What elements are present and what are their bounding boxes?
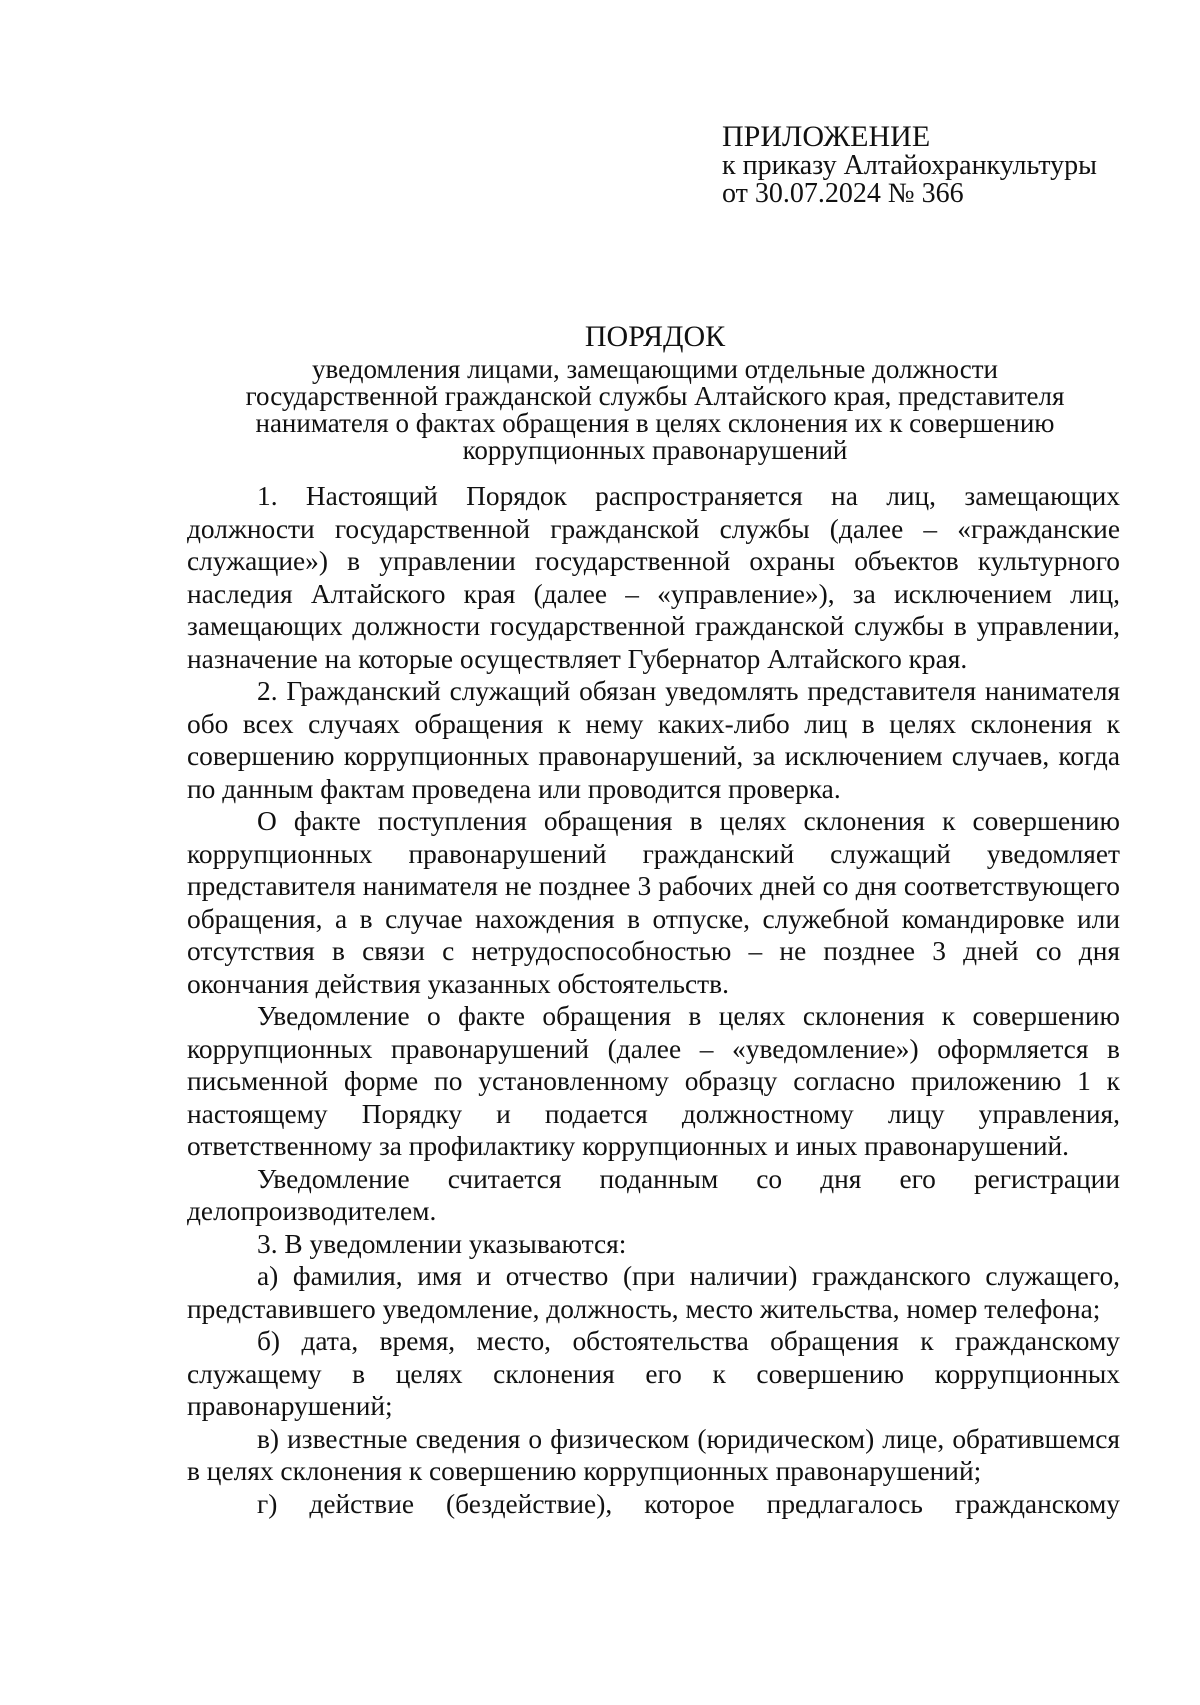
paragraph-10: г) действие (бездействие), которое предлагалось гражданскому — [257, 1488, 1120, 1519]
annex-title: ПРИЛОЖЕНИЕ — [722, 120, 931, 153]
document-subtitle-line-1: уведомления лицами, замещающими отдельные должности — [312, 354, 998, 384]
document-subtitle-line-4: коррупционных правонарушений — [462, 435, 848, 465]
paragraph-3: О факте поступления обращения в целях склонения к совершению коррупционных правонарушений гражданский служащий уведомляет представителя нанимателя не позднее 3 рабочих дней со дня соответствующего обращения, а в случае нахождения в отпуске, служебной командировке или отсутствия в связи с нетрудоспособностью – не позднее 3 дней со дня окончания действия указанных обстоятельств. — [187, 806, 1120, 999]
document-title-block — [190, 320, 1120, 464]
paragraph-1: 1. Настоящий Порядок распространяется на лиц, замещающих должности государственной гражданской службы (далее – «гражданские служащие») в управлении государственной охраны объектов культурного наследия Алтайского края (далее – «управление»), за исключением лиц, замещающих должности государственной гражданской службы в управлении, назначение на которые осуществляет Губернатор Алтайского края. — [187, 481, 1120, 674]
document-title: ПОРЯДОК — [584, 320, 726, 353]
document-subtitle-line-3: нанимателя о фактах обращения в целях склонения их к совершению — [255, 408, 1055, 438]
annex-header — [722, 122, 1162, 208]
annex-order-ref: к приказу Алтайохранкультуры — [722, 150, 1097, 181]
document-body — [187, 480, 1120, 1520]
document-subtitle-line-2: государственной гражданской службы Алтайского края, представителя — [245, 381, 1065, 411]
paragraph-9: в) известные сведения о физическом (юридическом) лице, обратившемся в целях склонения к совершению коррупционных правонарушений; — [187, 1423, 1120, 1486]
paragraph-8: б) дата, время, место, обстоятельства обращения к гражданскому служащему в целях склонения его к совершению коррупционных правонарушений; — [187, 1326, 1120, 1421]
paragraph-4: Уведомление о факте обращения в целях склонения к совершению коррупционных правонарушений (далее – «уведомление») оформляется в письменной форме по установленному образцу согласно приложению 1 к настоящему Порядку и подается должностному лицу управления, ответственному за профилактику коррупционных и иных правонарушений. — [187, 1001, 1120, 1161]
paragraph-7: а) фамилия, имя и отчество (при наличии) гражданского служащего, представившего уведомление, должность, место жительства, номер телефона; — [187, 1261, 1120, 1324]
annex-order-date: от 30.07.2024 № 366 — [722, 178, 964, 209]
paragraph-5: Уведомление считается поданным со дня его регистрации делопроизводителем. — [187, 1163, 1120, 1226]
paragraph-6: 3. В уведомлении указываются: — [257, 1228, 627, 1259]
paragraph-2: 2. Гражданский служащий обязан уведомлять представителя нанимателя обо всех случаях обращения к нему каких-либо лиц в целях склонения к совершению коррупционных правонарушений, за исключением случаев, когда по данным фактам проведена или проводится проверка. — [187, 676, 1120, 804]
